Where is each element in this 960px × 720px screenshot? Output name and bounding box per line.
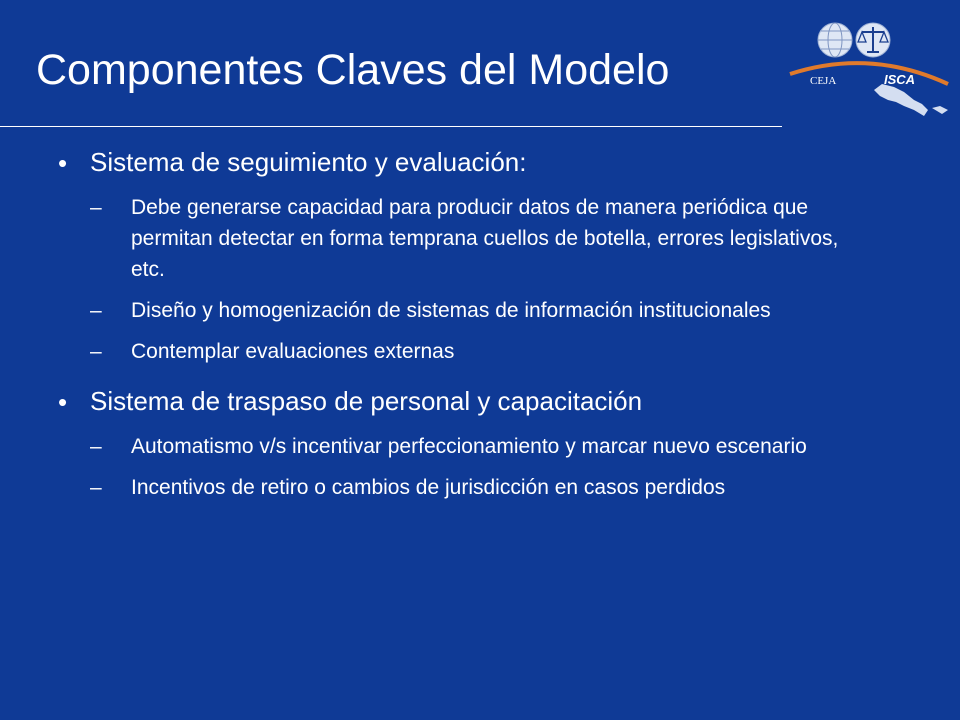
americas-map <box>874 84 928 116</box>
dash-marker: – <box>90 340 102 363</box>
bullet-point: • <box>58 387 68 417</box>
sub-item <box>90 336 918 367</box>
bullet-text: Sistema de traspaso de personal y capacitación <box>90 386 643 416</box>
title-divider <box>0 126 782 127</box>
slide-content <box>58 142 918 503</box>
sub-item-text: Contemplar evaluaciones externas <box>131 340 455 363</box>
sub-list <box>90 431 918 503</box>
globe-icon <box>818 23 852 57</box>
dash-marker: – <box>90 435 102 458</box>
sub-item-text: Automatismo v/s incentivar perfeccionamiento y marcar nuevo escenario <box>131 435 807 458</box>
ceja-isca-logo <box>782 10 960 122</box>
bullet-text: Sistema de seguimiento y evaluación: <box>90 147 527 177</box>
sub-item-text: Debe generarse capacidad para producir datos de manera periódica que permitan detectar en forma temprana cuellos de botella, errores legislativos, etc. <box>131 196 839 281</box>
dash-marker: – <box>90 196 102 219</box>
bullet-item <box>58 142 918 367</box>
bullet-point: • <box>58 148 68 178</box>
dash-marker: – <box>90 476 102 499</box>
sub-item <box>90 472 918 503</box>
sub-list <box>90 192 918 367</box>
sub-item-text: Diseño y homogenización de sistemas de información institucionales <box>131 299 771 322</box>
sub-item <box>90 295 918 326</box>
scales-of-justice-icon <box>856 23 890 57</box>
bullet-item <box>58 381 918 503</box>
svg-text:ISCA: ISCA <box>884 72 916 87</box>
sub-item <box>90 431 918 462</box>
sub-item <box>90 192 918 285</box>
slide-title: Componentes Claves del Modelo <box>36 46 670 94</box>
sub-item-text: Incentivos de retiro o cambios de jurisdicción en casos perdidos <box>131 476 726 499</box>
svg-text:CEJA: CEJA <box>810 75 837 87</box>
dash-marker: – <box>90 299 102 322</box>
